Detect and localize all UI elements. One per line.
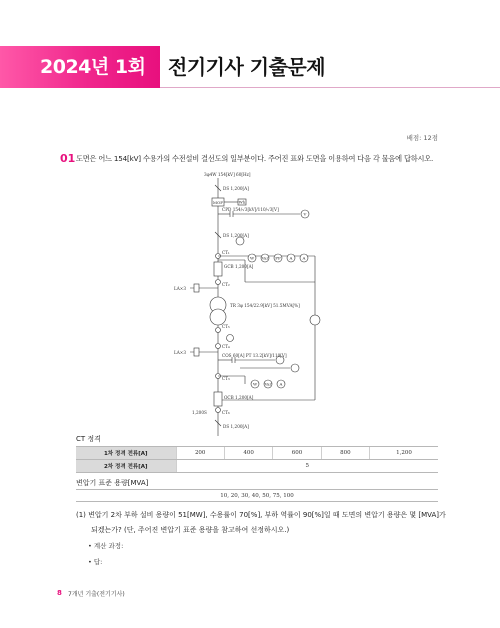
- wiring-diagram: [170, 170, 330, 440]
- label-ct4: CT₄: [222, 344, 230, 349]
- label-ds-bottom: DS 1,200[A]: [223, 424, 249, 429]
- problem-number: 01: [60, 152, 76, 165]
- page-title: 전기기사 기출문제: [168, 55, 326, 79]
- label-mof: MOF: [212, 200, 224, 205]
- label-ds-mid: DS 1,200[A]: [223, 233, 249, 238]
- meter-a1: A: [289, 255, 293, 261]
- meter-a2: A: [302, 255, 306, 261]
- meter-bottom-a: A: [279, 381, 283, 387]
- label-voltmeter: V: [303, 211, 307, 217]
- ct-value: 600: [273, 447, 321, 460]
- meter-pf: PF: [275, 255, 281, 261]
- question1-line2: 되겠는가? (단, 주어진 변압기 표준 용량을 참고하여 선정하시오.): [91, 526, 290, 534]
- label-transformer: TR 3φ 154/22.9[kV] 51.5MVA[%]: [230, 303, 300, 308]
- label-cpd: CPD 154/√3[kV]/110/√3[V]: [222, 207, 279, 212]
- label-ct2: CT₂: [222, 282, 230, 287]
- label-wh: Wh: [238, 199, 246, 205]
- page-header: [0, 46, 500, 88]
- ct-secondary-value: 5: [176, 460, 438, 473]
- label-ct1: CT₁: [222, 250, 230, 255]
- answer-label: • 답:: [88, 558, 103, 566]
- header-year-label: 2024년 1회: [40, 56, 146, 78]
- meter-bottom-var: Var: [264, 381, 272, 387]
- table-row: [76, 447, 438, 460]
- ct-value: 200: [176, 447, 224, 460]
- ct-row2-header: 2차 정격 전류[A]: [76, 460, 176, 473]
- meter-var: Var: [261, 255, 269, 261]
- label-gcb: GCB 1,200[A]: [224, 264, 254, 269]
- ct-row1-header: 1차 정격 전류[A]: [76, 447, 176, 460]
- label-cos: COS 60[A] PT 13.2[kV]/110[V]: [222, 353, 287, 358]
- label-ct6: CT₆: [222, 410, 230, 415]
- problem-text: 도면은 어느 154[kV] 수용가의 수전설비 결선도의 일부분이다. 주어진 표와 도면을 이용하여 다음 각 물음에 답하시오.: [76, 154, 434, 163]
- footer-text: 7개년 기출(전기기사): [68, 591, 125, 598]
- header-divider: [160, 87, 500, 88]
- label-ct3: CT₃: [222, 376, 230, 381]
- question1-line1: (1) 변압기 2차 부하 설비 용량이 51[MW], 수용률이 70[%], 부하 역률이 90[%]일 때 도면의 변압기 용량은 몇 [MVA]가: [76, 511, 446, 519]
- wiring-diagram-svg: [170, 170, 330, 440]
- meter-w: W: [249, 255, 255, 261]
- ct-rating-table: [76, 446, 438, 473]
- label-ds-top: DS 1,200[A]: [223, 186, 249, 191]
- label-supply: 3φ4W 154[kV] 60[Hz]: [204, 172, 251, 177]
- ct-value: 400: [224, 447, 272, 460]
- table-row: [76, 460, 438, 473]
- transformer-capacities: 10, 20, 30, 40, 50, 75, 100: [76, 489, 438, 502]
- label-1200s: 1,200S: [192, 410, 207, 415]
- ct-value: 1,200: [370, 447, 438, 460]
- transformer-caption: 변압기 표준 용량[MVA]: [76, 479, 149, 487]
- label-la2: LA×3: [174, 350, 186, 355]
- ct-table-caption: CT 정격: [76, 435, 101, 443]
- meter-bottom-w: W: [252, 381, 258, 387]
- page-number: 8: [57, 589, 62, 597]
- label-la: LA×3: [174, 286, 186, 291]
- label-ct5: CT₅: [222, 324, 230, 329]
- ct-value: 800: [321, 447, 369, 460]
- problem-score: 배점: 12점: [406, 134, 438, 142]
- label-ocb: OCB 1,200[A]: [224, 395, 254, 400]
- calc-label: • 계산 과정:: [88, 542, 124, 550]
